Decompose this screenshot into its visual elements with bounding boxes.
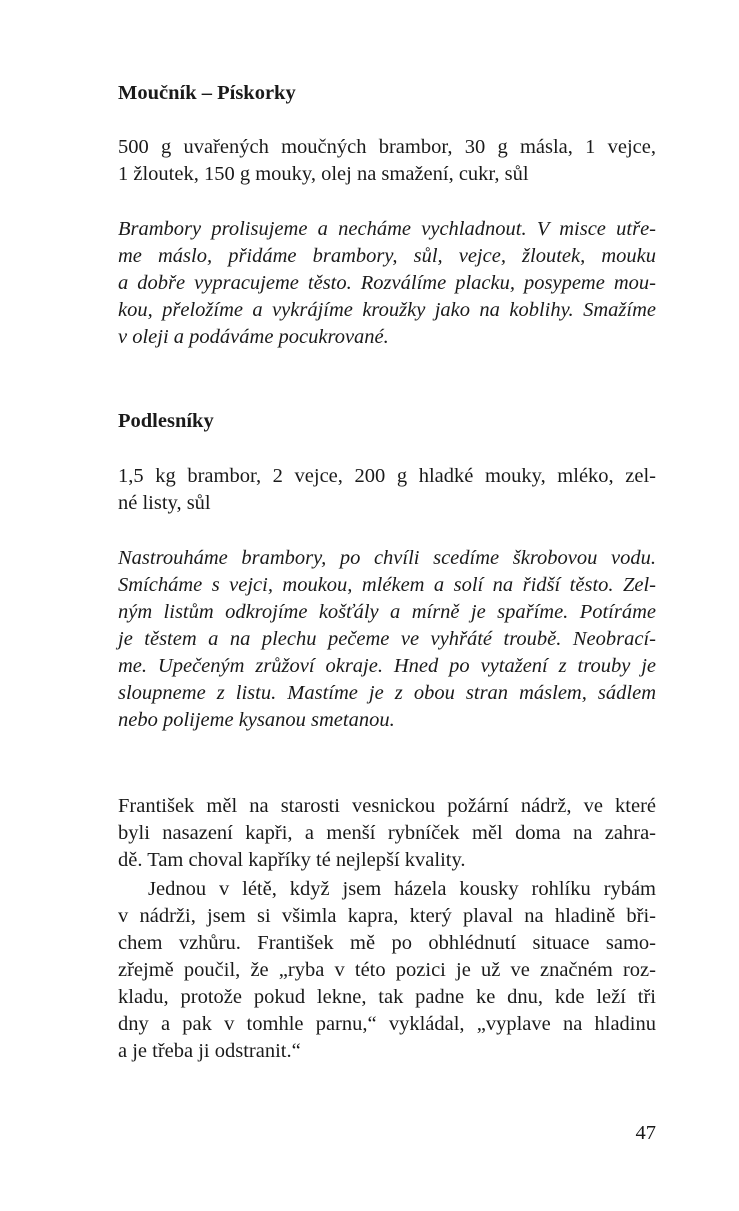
story-line: a je třeba ji odstranit.“ [118,1040,301,1062]
story-line: František měl na starosti vesnickou požární nádrž, ve které [118,795,656,817]
story-line: v nádrži, jsem si všimla kapra, který plaval na hladině bři- [118,905,656,927]
recipe-title: Podlesníky [118,410,214,432]
story-line: chem vzhůru. František mě po obhlédnutí situace samo- [118,932,656,954]
ingredients-line: 1,5 kg brambor, 2 vejce, 200 g hladké mouky, mléko, zel- [118,465,656,487]
method-line: kou, přeložíme a vykrájíme kroužky jako na koblihy. Smažíme [118,299,656,321]
story-line: kladu, protože pokud lekne, tak padne ke dnu, kde leží tři [118,986,656,1008]
ingredients-line: né listy, sůl [118,492,211,514]
page-number: 47 [635,1122,656,1144]
method-line: a dobře vypracujeme těsto. Rozválíme placku, posypeme mou- [118,272,656,294]
ingredients-line: 500 g uvařených moučných brambor, 30 g másla, 1 vejce, [118,136,656,158]
recipe-title: Moučník – Pískorky [118,82,296,104]
method-line: Brambory prolisujeme a necháme vychladnout. V misce utře- [118,218,656,240]
method-line: sloupneme z listu. Mastíme je z obou stran máslem, sádlem [118,682,656,704]
story-line: dny a pak v tomhle parnu,“ vykládal, „vyplave na hladinu [118,1013,656,1035]
ingredients-line: 1 žloutek, 150 g mouky, olej na smažení, cukr, sůl [118,163,529,185]
story-line: byli nasazení kapři, a menší rybníček měl doma na zahra- [118,822,656,844]
method-line: je těstem a na plechu pečeme ve vyhřáté troubě. Neobrací- [118,628,656,650]
story-line: zřejmě poučil, že „ryba v této pozici je už ve značném roz- [118,959,656,981]
method-line: v oleji a podáváme pocukrované. [118,326,389,348]
story-line: dě. Tam choval kapříky té nejlepší kvality. [118,849,466,871]
method-line: ným listům odkrojíme košťály a mírně je spaříme. Potíráme [118,601,656,623]
story-line: Jednou v létě, když jsem házela kousky rohlíku rybám [148,878,656,900]
method-line: me máslo, přidáme brambory, sůl, vejce, žloutek, mouku [118,245,656,267]
method-line: me. Upečeným zrůžoví okraje. Hned po vytažení z trouby je [118,655,656,677]
method-line: nebo polijeme kysanou smetanou. [118,709,395,731]
method-line: Nastrouháme brambory, po chvíli scedíme škrobovou vodu. [118,547,656,569]
method-line: Smícháme s vejci, moukou, mlékem a solí na řidší těsto. Zel- [118,574,656,596]
